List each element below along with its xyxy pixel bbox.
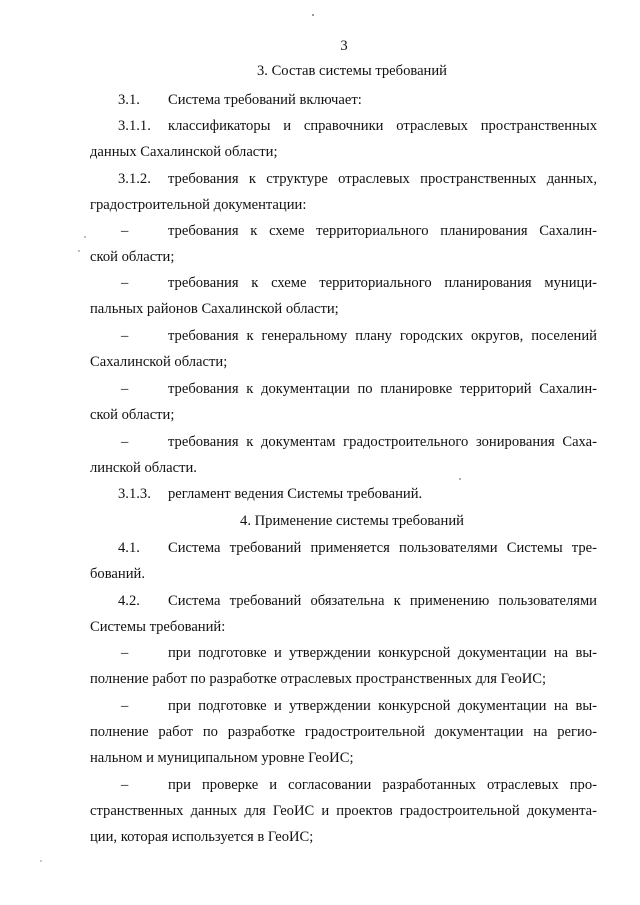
item-4-2-line-2: Системы требований:	[90, 619, 226, 635]
bullet-4-3-line-2: странственных данных для ГеоИС и проектов градостроительной документа-	[90, 803, 597, 819]
bullet-3-5-line-1: требования к документам градостроительного зонирования Саха-	[168, 434, 597, 450]
item-3-1-1-line-1: классификаторы и справочники отраслевых пространственных	[168, 118, 597, 134]
bullet-4-3-line-3: ции, которая используется в ГеоИС;	[90, 829, 314, 845]
bullet-4-2-line-3: нальном и муниципальном уровне ГеоИС;	[90, 750, 354, 766]
item-4-2-number: 4.2.	[118, 593, 140, 609]
bullet-4-3-line-1: при проверке и согласовании разработанных отраслевых про-	[168, 777, 597, 793]
bullet-dash: –	[121, 645, 129, 661]
bullet-4-2-line-2: полнение работ по разработке градостроительной документации на регио-	[90, 724, 597, 740]
bullet-4-1-line-1: при подготовке и утверждении конкурсной документации на вы-	[168, 645, 597, 661]
item-3-1-3-number: 3.1.3.	[118, 486, 151, 502]
bullet-3-2-line-2: пальных районов Сахалинской области;	[90, 301, 339, 317]
page-number: 3	[340, 38, 348, 54]
bullet-dash: –	[121, 275, 129, 291]
bullet-dash: –	[121, 223, 129, 239]
item-4-1-number: 4.1.	[118, 540, 140, 556]
bullet-dash: –	[121, 777, 129, 793]
item-4-1-line-2: бований.	[90, 566, 145, 582]
bullet-3-5-line-2: линской области.	[90, 460, 197, 476]
item-4-1-line-1: Система требований применяется пользователями Системы тре-	[168, 540, 597, 556]
scan-speck	[312, 14, 314, 16]
bullet-3-2-line-1: требования к схеме территориального планирования муници-	[168, 275, 597, 291]
scan-speck	[40, 860, 42, 862]
bullet-dash: –	[121, 381, 129, 397]
bullet-4-2-line-1: при подготовке и утверждении конкурсной документации на вы-	[168, 698, 597, 714]
section-4-heading: 4. Применение системы требований	[240, 513, 464, 529]
bullet-3-4-line-2: ской области;	[90, 407, 175, 423]
bullet-dash: –	[121, 328, 129, 344]
bullet-3-1-line-2: ской области;	[90, 249, 175, 265]
item-3-1-2-number: 3.1.2.	[118, 171, 151, 187]
bullet-4-1-line-2: полнение работ по разработке отраслевых пространственных для ГеоИС;	[90, 671, 547, 687]
section-3-heading: 3. Состав системы требований	[256, 63, 447, 79]
item-3-1-text: Система требований включает:	[168, 92, 362, 108]
item-3-1-3-text: регламент ведения Системы требований.	[168, 486, 423, 502]
item-3-1-1-number: 3.1.1.	[118, 118, 151, 134]
bullet-3-1-line-1: требования к схеме территориального планирования Сахалин-	[168, 223, 597, 239]
item-3-1-1-line-2: данных Сахалинской области;	[90, 144, 278, 160]
item-3-1-2-line-1: требования к структуре отраслевых пространственных данных,	[168, 171, 597, 187]
bullet-3-4-line-1: требования к документации по планировке территорий Сахалин-	[168, 381, 597, 397]
scan-speck	[84, 236, 86, 238]
scan-speck	[459, 478, 461, 480]
bullet-3-3-line-1: требования к генеральному плану городских округов, поселений	[168, 328, 597, 344]
bullet-dash: –	[121, 698, 129, 714]
scan-speck	[78, 250, 80, 252]
item-3-1-number: 3.1.	[118, 92, 140, 108]
bullet-3-3-line-2: Сахалинской области;	[90, 354, 228, 370]
item-4-2-line-1: Система требований обязательна к применению пользователями	[168, 593, 597, 609]
item-3-1-2-line-2: градостроительной документации:	[90, 197, 307, 213]
bullet-dash: –	[121, 434, 129, 450]
